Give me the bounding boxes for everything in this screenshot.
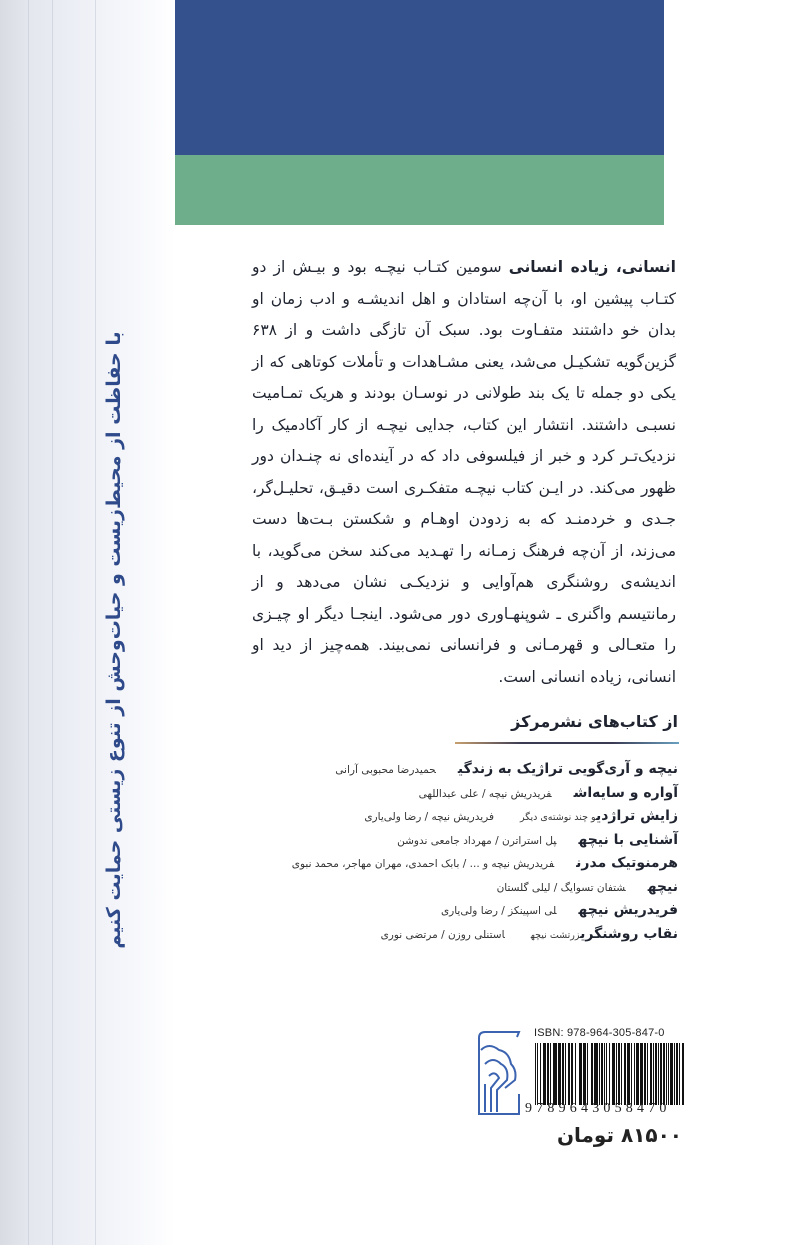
blurb-body: سومین کتـاب نیچـه بود و بیـش از دو کتـاب پیشین او، با آن‌چه استادان و اهل اندیشـه و ادب زمان او بدان خو داشتند متفـاوت بود. سبک آن تازگی داشت و از ۶۳۸ گزین‌گویه تشکیـل می‌شد، یعنی مشـاهدات و تأملات کوتاهی که از یکی دو جمله تا یک بند طولانی در نوسـان بودند و هریک تمـامیت نسبـی داشتند. انتشار این کتاب، جدایی نیچـه از کار آکادمیک را نزدیک‌تـر کرد و خبر از فیلسوفی داد که در آینده‌ای نه چنـدان دور ظهور می‌کند. در ایـن کتاب نیچـه متفکـری است دقیـق، تحلیـل‌گر، جـدی و خردمنـد که به زدودن اوهـام و شکستن بـت‌ها دست می‌زند، از آن‌چه فرهنگ زمـانه را تهـدید می‌کند سخن می‌گوید، با اندیشه‌ی روشنگری هم‌آوایی و نزدیکـی نشان می‌دهد و از رمانتیسم واگنری ـ شوپنهـاوری دور می‌شود. اینجـا دیگر او چیـزی را متعـالی و قهرمـانی و فرانسانی نمی‌بیند. همه‌چیز از دید او انسانی، زیاده انسانی است. bbox=[252, 258, 676, 686]
nashr-markaz-logo-icon bbox=[475, 1028, 523, 1116]
cover-top-band bbox=[175, 0, 664, 155]
book-author: پل استراترن / مهرداد جامعی ندوشن bbox=[397, 834, 557, 847]
isbn-barcode bbox=[535, 1043, 685, 1105]
list-item bbox=[118, 780, 678, 804]
book-title: نیچه bbox=[647, 878, 678, 895]
price-label: ۸۱۵۰۰ تومان bbox=[556, 1123, 682, 1147]
book-blurb bbox=[252, 252, 676, 693]
publisher-book-list bbox=[118, 756, 678, 944]
book-author: استنلی روزن / مرتضی نوری bbox=[380, 928, 505, 941]
book-subtitle: و چند نوشته‌ی دیگر bbox=[519, 812, 596, 823]
book-title: هرمنوتیک مدرن bbox=[576, 855, 678, 871]
spine-crease bbox=[52, 0, 53, 1245]
book-author: حمیدرضا محبوبی آرانی bbox=[335, 764, 436, 776]
publisher-list-heading: از کتاب‌های نشرمرکز bbox=[511, 712, 678, 731]
book-subtitle: زرتشت نیچه bbox=[530, 929, 581, 941]
list-item bbox=[118, 874, 678, 898]
book-title: نیچه و آری‌گویی تراژیک به زندگی bbox=[457, 761, 678, 777]
list-item bbox=[118, 850, 678, 874]
isbn-label: ISBN: 978-964-305-847-0 bbox=[534, 1027, 665, 1039]
list-item bbox=[118, 827, 678, 851]
list-item bbox=[118, 756, 678, 780]
book-title: فریدریش نیچه bbox=[578, 902, 678, 918]
book-title: نقاب روشنگری bbox=[580, 925, 678, 942]
book-author: لی اسپینکز / رضا ولی‌یاری bbox=[440, 905, 557, 917]
barcode-digits: 9789643058470 bbox=[525, 1101, 671, 1116]
book-title: آشنایی با نیچه bbox=[578, 831, 678, 848]
blurb-lead-title: انسانی، زیاده انسانی bbox=[508, 258, 676, 276]
book-author: فریدریش نیچه / علی عبداللهی bbox=[418, 787, 552, 800]
book-title: آواره و سایه‌اش bbox=[573, 784, 678, 801]
book-author: فریدریش نیچه / رضا ولی‌یاری bbox=[364, 811, 494, 823]
book-author: فریدریش نیچه و ... / بابک احمدی، مهران مهاجر، محمد نبوی bbox=[291, 858, 555, 870]
spine-shadow bbox=[0, 0, 175, 1245]
spine-crease bbox=[28, 0, 29, 1245]
list-item bbox=[118, 921, 678, 945]
list-item bbox=[118, 803, 678, 827]
spine-crease bbox=[95, 0, 96, 1245]
book-title: زایش تراژدی bbox=[595, 808, 678, 824]
spine-slogan: با حفاظت از محیط‌زیست و حیات‌وحش از تنوع زیستی حمایت کنیم bbox=[103, 331, 125, 949]
book-author: شتفان تسوایگ / لیلی گلستان bbox=[496, 881, 626, 894]
heading-underline bbox=[455, 742, 679, 744]
list-item bbox=[118, 897, 678, 921]
cover-accent-band bbox=[175, 155, 664, 225]
